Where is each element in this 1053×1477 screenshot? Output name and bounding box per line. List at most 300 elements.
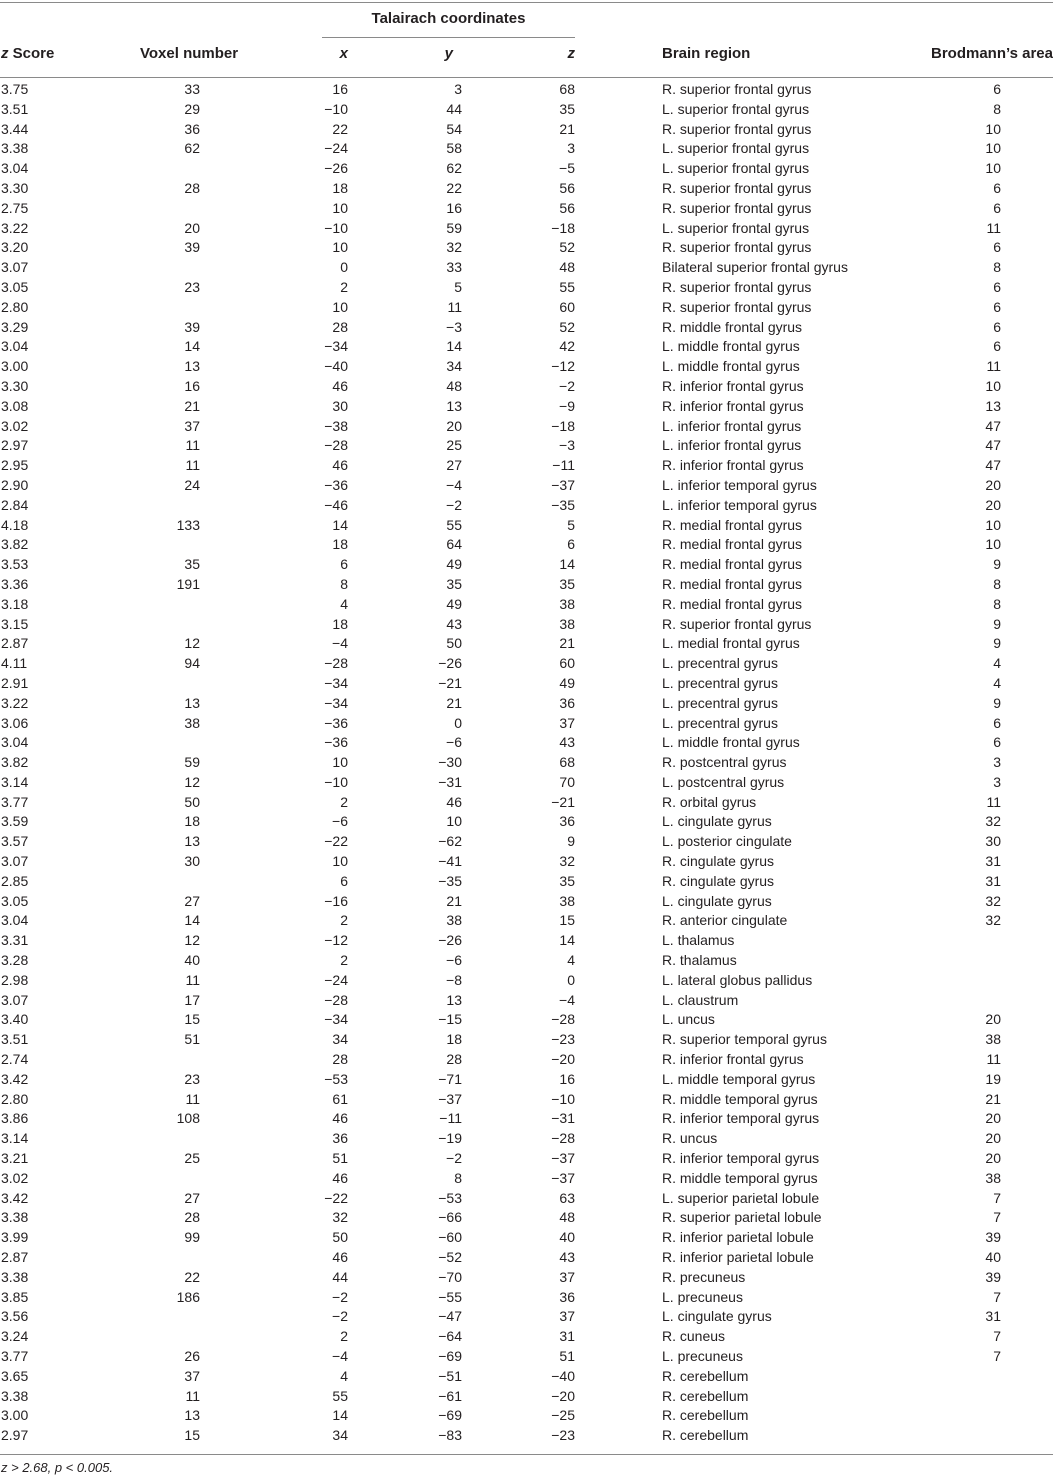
- brain-region-cell: R. cerebellum: [662, 1367, 749, 1384]
- y-coordinate-cell: −62: [438, 833, 462, 850]
- column-header-x: x: [339, 45, 348, 62]
- x-coordinate-cell: 34: [332, 1031, 348, 1048]
- z-score-cell: 3.04: [1, 338, 29, 355]
- z-coordinate-cell: −37: [551, 476, 575, 493]
- table-row: [0, 614, 1053, 634]
- y-coordinate-cell: 14: [446, 338, 462, 355]
- brodmann-area-cell: 20: [985, 1110, 1001, 1127]
- brain-region-cell: L. precuneus: [662, 1348, 743, 1364]
- z-coordinate-cell: 31: [559, 1328, 575, 1345]
- brodmann-area-cell: 7: [993, 1189, 1001, 1206]
- y-coordinate-cell: 55: [446, 516, 462, 533]
- x-coordinate-cell: 10: [332, 239, 348, 256]
- y-coordinate-cell: 33: [446, 259, 462, 276]
- z-coordinate-cell: 40: [559, 1229, 575, 1246]
- x-coordinate-cell: 8: [340, 575, 348, 592]
- x-coordinate-cell: −28: [324, 655, 348, 672]
- brain-region-cell: L. superior frontal gyrus: [662, 140, 810, 157]
- y-coordinate-cell: −55: [438, 1288, 462, 1305]
- x-coordinate-cell: −4: [332, 1348, 348, 1364]
- brodmann-area-cell: 39: [985, 1268, 1001, 1285]
- brodmann-area-cell: 20: [985, 476, 1001, 493]
- z-coordinate-cell: 15: [559, 912, 575, 929]
- x-coordinate-cell: 32: [332, 1209, 348, 1226]
- brain-region-cell: L. superior parietal lobule: [662, 1189, 820, 1206]
- y-coordinate-cell: 62: [446, 160, 462, 177]
- z-coordinate-cell: −18: [551, 219, 575, 236]
- y-coordinate-cell: −69: [438, 1348, 462, 1364]
- z-score-cell: 3.00: [1, 358, 29, 375]
- x-coordinate-cell: 46: [332, 1110, 348, 1127]
- brain-region-cell: R. inferior frontal gyrus: [662, 1051, 804, 1068]
- brodmann-area-cell: 10: [985, 536, 1001, 553]
- table-row: [0, 752, 1053, 772]
- brain-region-cell: R. superior temporal gyrus: [662, 1031, 827, 1048]
- z-coordinate-cell: 48: [559, 1209, 575, 1226]
- z-score-cell: 3.44: [1, 120, 29, 137]
- z-score-cell: 3.42: [1, 1189, 29, 1206]
- voxel-number-cell: 36: [184, 120, 200, 137]
- z-score-cell: 3.24: [1, 1328, 29, 1345]
- z-score-cell: 2.91: [1, 674, 29, 691]
- y-coordinate-cell: 28: [446, 1051, 462, 1068]
- brodmann-area-cell: 11: [986, 358, 1001, 375]
- table-row: [0, 910, 1053, 930]
- brodmann-area-cell: 13: [985, 397, 1001, 414]
- table-row: [0, 871, 1053, 891]
- brodmann-area-cell: 8: [993, 595, 1001, 612]
- z-coordinate-cell: −31: [551, 1110, 575, 1127]
- y-coordinate-cell: −47: [438, 1308, 462, 1325]
- table-row: [0, 653, 1053, 673]
- brodmann-area-cell: 10: [985, 377, 1001, 394]
- voxel-number-cell: 17: [184, 991, 200, 1008]
- brain-region-cell: L. inferior frontal gyrus: [662, 437, 802, 454]
- voxel-number-cell: 13: [184, 358, 200, 375]
- z-coordinate-cell: 36: [559, 694, 575, 711]
- y-coordinate-cell: 49: [446, 595, 462, 612]
- x-coordinate-cell: 4: [340, 595, 348, 612]
- x-coordinate-cell: −40: [324, 358, 348, 375]
- z-coordinate-cell: 6: [567, 536, 575, 553]
- table-body: [0, 79, 1053, 1445]
- y-coordinate-cell: −21: [438, 674, 462, 691]
- x-coordinate-cell: 28: [332, 1051, 348, 1068]
- z-coordinate-cell: 56: [559, 199, 575, 216]
- table-row: [0, 356, 1053, 376]
- brodmann-area-cell: 6: [993, 81, 1001, 97]
- brain-region-cell: L. medial frontal gyrus: [662, 635, 800, 652]
- brain-region-cell: R. cerebellum: [662, 1387, 749, 1404]
- brain-region-cell: R. medial frontal gyrus: [662, 595, 803, 612]
- table-row: [0, 693, 1053, 713]
- table-row: [0, 1267, 1053, 1287]
- z-coordinate-cell: 60: [559, 655, 575, 672]
- table-row: [0, 435, 1053, 455]
- y-coordinate-cell: −70: [438, 1268, 462, 1285]
- z-coordinate-cell: −20: [551, 1051, 575, 1068]
- brain-region-cell: L. posterior cingulate: [662, 833, 792, 850]
- table-row: [0, 1148, 1053, 1168]
- z-score-cell: 3.65: [1, 1367, 29, 1384]
- brain-region-cell: R. medial frontal gyrus: [662, 575, 803, 592]
- table-row: [0, 1405, 1053, 1425]
- y-coordinate-cell: 0: [454, 714, 462, 731]
- z-score-cell: 3.51: [1, 100, 29, 117]
- table-row: [0, 237, 1053, 257]
- y-coordinate-cell: 35: [446, 575, 462, 592]
- z-coordinate-cell: 56: [559, 179, 575, 196]
- z-score-cell: 3.05: [1, 892, 29, 909]
- table-row: [0, 811, 1053, 831]
- y-coordinate-cell: −2: [446, 496, 462, 513]
- table-row: [0, 713, 1053, 733]
- y-coordinate-cell: −26: [438, 655, 462, 672]
- brodmann-area-cell: 10: [985, 140, 1001, 157]
- z-score-cell: 3.31: [1, 932, 29, 949]
- voxel-number-cell: 12: [184, 932, 200, 949]
- brain-region-cell: L. cingulate gyrus: [662, 892, 772, 909]
- z-coordinate-cell: 32: [559, 853, 575, 870]
- brodmann-area-cell: 20: [985, 1011, 1001, 1028]
- table-row: [0, 1326, 1053, 1346]
- table-row: [0, 1069, 1053, 1089]
- z-score-cell: 2.87: [1, 635, 29, 652]
- x-coordinate-cell: −34: [324, 674, 348, 691]
- voxel-number-cell: 26: [184, 1348, 200, 1364]
- z-score-cell: 3.38: [1, 1387, 29, 1404]
- brodmann-area-cell: 7: [993, 1209, 1001, 1226]
- z-coordinate-cell: 35: [559, 100, 575, 117]
- z-score-cell: 2.75: [1, 199, 29, 216]
- brain-region-cell: R. inferior temporal gyrus: [662, 1110, 820, 1127]
- x-coordinate-cell: −4: [332, 635, 348, 652]
- z-score-cell: 3.38: [1, 1209, 29, 1226]
- z-coordinate-cell: 35: [559, 575, 575, 592]
- z-score-cell: 2.80: [1, 298, 29, 315]
- brain-region-cell: R. inferior parietal lobule: [662, 1249, 814, 1266]
- brodmann-area-cell: 6: [993, 714, 1001, 731]
- brodmann-area-cell: 32: [985, 892, 1001, 909]
- z-coordinate-cell: 52: [559, 239, 575, 256]
- voxel-number-cell: 21: [184, 397, 200, 414]
- brodmann-area-cell: 8: [993, 259, 1001, 276]
- table-row: [0, 99, 1053, 119]
- table-row: [0, 851, 1053, 871]
- z-score-cell: 2.74: [1, 1051, 29, 1068]
- x-coordinate-cell: 10: [332, 754, 348, 771]
- voxel-number-cell: 133: [176, 516, 200, 533]
- brodmann-area-cell: 20: [985, 496, 1001, 513]
- brodmann-area-cell: 4: [993, 655, 1001, 672]
- z-coordinate-cell: −37: [551, 1169, 575, 1186]
- brain-region-cell: L. superior frontal gyrus: [662, 100, 810, 117]
- x-coordinate-cell: −22: [324, 1189, 348, 1206]
- table-row: [0, 495, 1053, 515]
- brain-region-cell: R. cingulate gyrus: [662, 853, 775, 870]
- y-coordinate-cell: 20: [446, 417, 462, 434]
- table-row: [0, 317, 1053, 337]
- x-coordinate-cell: 4: [340, 1367, 348, 1384]
- z-coordinate-cell: 63: [559, 1189, 575, 1206]
- x-coordinate-cell: 6: [340, 556, 348, 573]
- z-score-cell: 3.57: [1, 833, 29, 850]
- y-coordinate-cell: −52: [438, 1249, 462, 1266]
- table-bottom-rule: [0, 1454, 1053, 1455]
- voxel-number-cell: 27: [184, 892, 200, 909]
- voxel-number-cell: 12: [184, 635, 200, 652]
- z-score-cell: 3.28: [1, 952, 29, 969]
- z-score-cell: 3.85: [1, 1288, 29, 1305]
- x-coordinate-cell: −34: [324, 338, 348, 355]
- y-coordinate-cell: 18: [446, 1031, 462, 1048]
- x-coordinate-cell: −38: [324, 417, 348, 434]
- voxel-number-cell: 15: [184, 1427, 200, 1444]
- z-score-cell: 3.07: [1, 853, 29, 870]
- brain-region-cell: L. cingulate gyrus: [662, 1308, 772, 1325]
- x-coordinate-cell: −28: [324, 437, 348, 454]
- x-coordinate-cell: −22: [324, 833, 348, 850]
- brodmann-area-cell: 32: [985, 813, 1001, 830]
- table-row: [0, 1029, 1053, 1049]
- table-row: [0, 1049, 1053, 1069]
- brain-region-cell: L. postcentral gyrus: [662, 773, 785, 790]
- brain-region-cell: L. uncus: [662, 1011, 715, 1028]
- brain-region-cell: L. precentral gyrus: [662, 674, 778, 691]
- y-coordinate-cell: −61: [438, 1387, 462, 1404]
- table-row: [0, 1089, 1053, 1109]
- table-row: [0, 158, 1053, 178]
- voxel-number-cell: 40: [184, 952, 200, 969]
- voxel-number-cell: 15: [184, 1011, 200, 1028]
- brain-region-cell: R. inferior frontal gyrus: [662, 397, 804, 414]
- y-coordinate-cell: 3: [454, 81, 462, 97]
- x-coordinate-cell: −10: [324, 219, 348, 236]
- z-coordinate-cell: 21: [559, 635, 575, 652]
- x-coordinate-cell: −36: [324, 734, 348, 751]
- table-row: [0, 515, 1053, 535]
- brodmann-area-cell: 6: [993, 199, 1001, 216]
- brain-region-cell: R. uncus: [662, 1130, 718, 1147]
- brain-region-cell: R. middle frontal gyrus: [662, 318, 803, 335]
- z-coordinate-cell: 60: [559, 298, 575, 315]
- voxel-number-cell: 25: [184, 1150, 200, 1167]
- y-coordinate-cell: 21: [446, 694, 462, 711]
- x-coordinate-cell: 10: [332, 853, 348, 870]
- z-score-cell: 3.38: [1, 1268, 29, 1285]
- z-coordinate-cell: 52: [559, 318, 575, 335]
- z-score-cell: 3.75: [1, 81, 29, 97]
- z-score-cell: 3.06: [1, 714, 29, 731]
- brodmann-area-cell: 6: [993, 239, 1001, 256]
- brodmann-area-cell: 3: [993, 754, 1001, 771]
- y-coordinate-cell: −64: [438, 1328, 462, 1345]
- voxel-number-cell: 28: [184, 179, 200, 196]
- z-coordinate-cell: −28: [551, 1011, 575, 1028]
- z-coordinate-cell: 55: [559, 278, 575, 295]
- z-coordinate-cell: −23: [551, 1427, 575, 1444]
- y-coordinate-cell: −6: [446, 734, 462, 751]
- x-coordinate-cell: 50: [332, 1229, 348, 1246]
- y-coordinate-cell: −26: [438, 932, 462, 949]
- z-coordinate-cell: −10: [551, 1090, 575, 1107]
- table-row: [0, 218, 1053, 238]
- z-coordinate-cell: −2: [559, 377, 575, 394]
- x-coordinate-cell: −26: [324, 160, 348, 177]
- brain-region-cell: R. thalamus: [662, 952, 737, 969]
- x-coordinate-cell: 0: [340, 259, 348, 276]
- z-coordinate-cell: 68: [559, 754, 575, 771]
- voxel-number-cell: 35: [184, 556, 200, 573]
- table-row: [0, 534, 1053, 554]
- brain-region-cell: L. lateral globus pallidus: [662, 971, 813, 988]
- brain-region-cell: L. middle frontal gyrus: [662, 734, 800, 751]
- voxel-number-cell: 13: [184, 1407, 200, 1424]
- z-score-cell: 3.14: [1, 773, 29, 790]
- brodmann-area-cell: 6: [993, 318, 1001, 335]
- brodmann-area-cell: 47: [985, 457, 1001, 474]
- brodmann-area-cell: 11: [986, 219, 1001, 236]
- x-coordinate-cell: 46: [332, 377, 348, 394]
- z-score-cell: 3.82: [1, 536, 29, 553]
- z-score-cell: 3.29: [1, 318, 29, 335]
- x-coordinate-cell: 10: [332, 199, 348, 216]
- z-coordinate-cell: −37: [551, 1150, 575, 1167]
- x-coordinate-cell: −12: [324, 932, 348, 949]
- z-score-cell: 3.56: [1, 1308, 29, 1325]
- brodmann-area-cell: 11: [986, 793, 1001, 810]
- table-row: [0, 138, 1053, 158]
- y-coordinate-cell: 48: [446, 377, 462, 394]
- voxel-number-cell: 94: [184, 655, 200, 672]
- table-row: [0, 1386, 1053, 1406]
- brodmann-area-cell: 9: [993, 635, 1001, 652]
- column-header-y: y: [444, 45, 453, 62]
- z-score-cell: 3.04: [1, 734, 29, 751]
- brain-region-cell: L. superior frontal gyrus: [662, 219, 810, 236]
- z-coordinate-cell: 68: [559, 81, 575, 97]
- brain-region-cell: L. middle temporal gyrus: [662, 1070, 816, 1087]
- brain-region-cell: R. superior frontal gyrus: [662, 278, 812, 295]
- y-coordinate-cell: 34: [446, 358, 462, 375]
- z-score-cell: 3.21: [1, 1150, 29, 1167]
- z-score-cell: 2.84: [1, 496, 29, 513]
- z-score-cell: 3.59: [1, 813, 29, 830]
- brain-region-cell: R. medial frontal gyrus: [662, 556, 803, 573]
- x-coordinate-cell: 6: [340, 872, 348, 889]
- voxel-number-cell: 14: [184, 338, 200, 355]
- brain-region-cell: R. middle temporal gyrus: [662, 1090, 818, 1107]
- brain-region-cell: R. postcentral gyrus: [662, 754, 787, 771]
- brain-region-cell: L. inferior temporal gyrus: [662, 476, 817, 493]
- column-header-z: z: [567, 45, 575, 62]
- table-row: [0, 1009, 1053, 1029]
- x-coordinate-cell: 2: [340, 1328, 348, 1345]
- table-row: [0, 792, 1053, 812]
- z-coordinate-cell: 42: [559, 338, 575, 355]
- x-coordinate-cell: 34: [332, 1427, 348, 1444]
- x-coordinate-cell: −53: [324, 1070, 348, 1087]
- brodmann-area-cell: 31: [985, 1308, 1001, 1325]
- z-score-cell: 4.11: [1, 655, 28, 672]
- z-coordinate-cell: −11: [552, 457, 575, 474]
- column-header-z-score: [1, 45, 54, 63]
- table-row: [0, 831, 1053, 851]
- voxel-number-cell: 23: [184, 1070, 200, 1087]
- x-coordinate-cell: 2: [340, 278, 348, 295]
- brodmann-area-cell: 21: [985, 1090, 1001, 1107]
- z-score-cell: 3.20: [1, 239, 29, 256]
- voxel-number-cell: 27: [184, 1189, 200, 1206]
- x-coordinate-cell: −10: [324, 773, 348, 790]
- table-row: [0, 574, 1053, 594]
- x-coordinate-cell: 18: [332, 615, 348, 632]
- table-top-rule: [0, 2, 1053, 3]
- z-score-cell: 3.14: [1, 1130, 29, 1147]
- y-coordinate-cell: 44: [446, 100, 462, 117]
- z-score-cell: 3.38: [1, 140, 29, 157]
- y-coordinate-cell: −31: [438, 773, 462, 790]
- table-row: [0, 1188, 1053, 1208]
- z-coordinate-cell: 14: [559, 556, 575, 573]
- x-coordinate-cell: 55: [332, 1387, 348, 1404]
- y-coordinate-cell: −71: [438, 1070, 462, 1087]
- z-coordinate-cell: −12: [551, 358, 575, 375]
- y-coordinate-cell: −69: [438, 1407, 462, 1424]
- z-coordinate-cell: 0: [567, 971, 575, 988]
- x-coordinate-cell: 44: [332, 1268, 348, 1285]
- voxel-number-cell: 191: [176, 575, 200, 592]
- z-coordinate-cell: 9: [567, 833, 575, 850]
- z-coordinate-cell: 37: [559, 714, 575, 731]
- brodmann-area-cell: 47: [985, 417, 1001, 434]
- brodmann-area-cell: 4: [993, 674, 1001, 691]
- brain-region-cell: R. cerebellum: [662, 1407, 749, 1424]
- z-coordinate-cell: −25: [551, 1407, 575, 1424]
- brain-region-cell: R. superior frontal gyrus: [662, 298, 812, 315]
- z-coordinate-cell: −28: [551, 1130, 575, 1147]
- table-row: [0, 673, 1053, 693]
- voxel-number-cell: 51: [184, 1031, 200, 1048]
- brodmann-area-cell: 38: [985, 1031, 1001, 1048]
- z-coordinate-cell: −4: [559, 991, 575, 1008]
- table-row: [0, 178, 1053, 198]
- brain-region-cell: R. inferior parietal lobule: [662, 1229, 814, 1246]
- brodmann-area-cell: 9: [993, 615, 1001, 632]
- y-coordinate-cell: −37: [438, 1090, 462, 1107]
- table-row: [0, 732, 1053, 752]
- x-coordinate-cell: 18: [332, 179, 348, 196]
- voxel-number-cell: 11: [185, 457, 200, 474]
- x-coordinate-cell: −36: [324, 476, 348, 493]
- y-coordinate-cell: 38: [446, 912, 462, 929]
- z-score-cell: 3.22: [1, 694, 29, 711]
- x-coordinate-cell: 2: [340, 793, 348, 810]
- table-row: [0, 1108, 1053, 1128]
- z-score-cell: 3.05: [1, 278, 29, 295]
- brodmann-area-cell: 6: [993, 278, 1001, 295]
- voxel-number-cell: 62: [184, 140, 200, 157]
- z-coordinate-cell: −5: [559, 160, 575, 177]
- z-score-cell: 2.97: [1, 437, 29, 454]
- z-score-cell: 3.30: [1, 179, 29, 196]
- brain-region-cell: R. superior frontal gyrus: [662, 179, 812, 196]
- table-row: [0, 930, 1053, 950]
- x-coordinate-cell: 16: [332, 81, 348, 97]
- y-coordinate-cell: −41: [438, 853, 462, 870]
- brodmann-area-cell: 30: [985, 833, 1001, 850]
- z-score-cell: 3.99: [1, 1229, 29, 1246]
